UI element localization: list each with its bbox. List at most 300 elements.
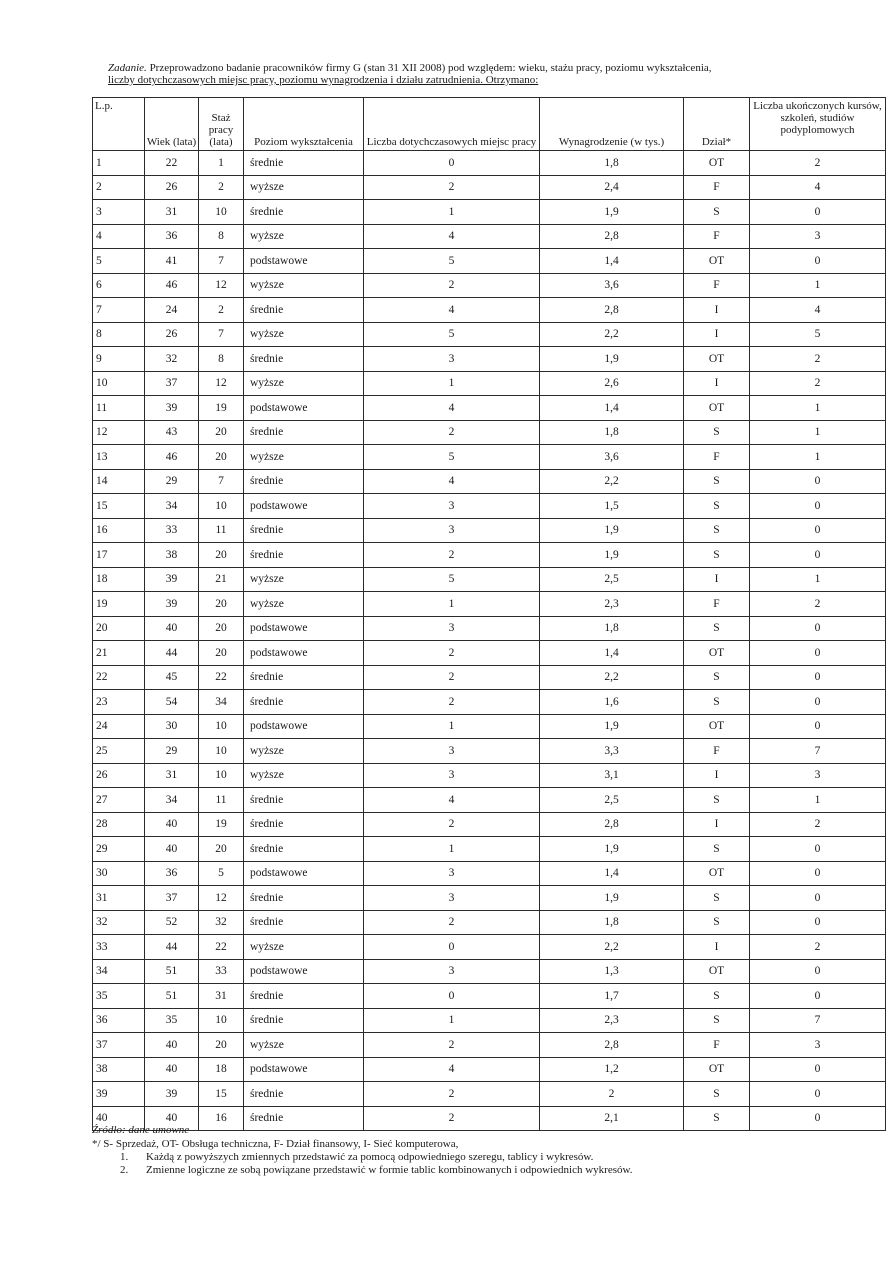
cell-courses: 1 <box>750 445 886 470</box>
cell-education: średnie <box>244 200 364 225</box>
table-row <box>93 175 886 200</box>
cell-department: F <box>684 445 750 470</box>
cell-age: 43 <box>145 420 199 445</box>
cell-salary: 2,6 <box>540 371 684 396</box>
cell-salary: 1,4 <box>540 861 684 886</box>
cell-age: 39 <box>145 396 199 421</box>
cell-salary: 2,3 <box>540 1008 684 1033</box>
table-row <box>93 984 886 1009</box>
cell-previous-jobs: 3 <box>364 959 540 984</box>
cell-previous-jobs: 2 <box>364 1106 540 1131</box>
intro-lead: Zadanie. <box>108 62 147 74</box>
cell-age: 36 <box>145 861 199 886</box>
cell-age: 44 <box>145 641 199 666</box>
cell-education: średnie <box>244 984 364 1009</box>
cell-salary: 1,4 <box>540 249 684 274</box>
cell-department: OT <box>684 151 750 176</box>
header-age: Wiek (lata) <box>145 98 199 151</box>
cell-salary: 2,3 <box>540 592 684 617</box>
table-row <box>93 763 886 788</box>
cell-seniority: 18 <box>199 1057 244 1082</box>
cell-seniority: 21 <box>199 567 244 592</box>
cell-lp: 39 <box>93 1082 145 1107</box>
cell-salary: 1,2 <box>540 1057 684 1082</box>
cell-previous-jobs: 2 <box>364 812 540 837</box>
table-row <box>93 1057 886 1082</box>
cell-education: wyższe <box>244 224 364 249</box>
department-footnote: */ S- Sprzedaż, OT- Obsługa techniczna, F- Dział finansowy, I- Sieć komputerowa, <box>92 1138 459 1150</box>
cell-previous-jobs: 4 <box>364 1057 540 1082</box>
cell-department: F <box>684 1033 750 1058</box>
header-seniority: Staż pracy (lata) <box>199 98 244 151</box>
source-note: Źródło: dane umowne <box>92 1124 190 1136</box>
cell-previous-jobs: 3 <box>364 518 540 543</box>
cell-department: S <box>684 665 750 690</box>
table-row <box>93 665 886 690</box>
cell-lp: 19 <box>93 592 145 617</box>
cell-previous-jobs: 4 <box>364 298 540 323</box>
cell-previous-jobs: 0 <box>364 935 540 960</box>
cell-age: 24 <box>145 298 199 323</box>
cell-lp: 4 <box>93 224 145 249</box>
table-row <box>93 224 886 249</box>
cell-education: wyższe <box>244 273 364 298</box>
cell-education: wyższe <box>244 739 364 764</box>
cell-courses: 1 <box>750 420 886 445</box>
cell-department: I <box>684 812 750 837</box>
cell-age: 45 <box>145 665 199 690</box>
cell-department: F <box>684 224 750 249</box>
cell-seniority: 20 <box>199 641 244 666</box>
task-item-1 <box>92 1151 872 1164</box>
cell-courses: 1 <box>750 396 886 421</box>
cell-previous-jobs: 1 <box>364 714 540 739</box>
cell-seniority: 8 <box>199 347 244 372</box>
header-department: Dział* <box>684 98 750 151</box>
cell-department: S <box>684 518 750 543</box>
cell-courses: 0 <box>750 641 886 666</box>
cell-education: średnie <box>244 788 364 813</box>
cell-department: I <box>684 298 750 323</box>
cell-courses: 0 <box>750 665 886 690</box>
cell-department: S <box>684 420 750 445</box>
cell-courses: 0 <box>750 837 886 862</box>
table-row <box>93 396 886 421</box>
table-row <box>93 788 886 813</box>
cell-seniority: 1 <box>199 151 244 176</box>
cell-seniority: 7 <box>199 249 244 274</box>
cell-lp: 30 <box>93 861 145 886</box>
cell-courses: 7 <box>750 1008 886 1033</box>
cell-courses: 0 <box>750 861 886 886</box>
cell-department: S <box>684 1008 750 1033</box>
cell-previous-jobs: 2 <box>364 273 540 298</box>
cell-salary: 1,7 <box>540 984 684 1009</box>
header-lp: L.p. <box>93 98 145 151</box>
table-row <box>93 273 886 298</box>
cell-previous-jobs: 3 <box>364 763 540 788</box>
cell-seniority: 19 <box>199 812 244 837</box>
cell-salary: 1,9 <box>540 347 684 372</box>
table-body <box>93 151 886 1131</box>
cell-department: OT <box>684 714 750 739</box>
cell-department: I <box>684 567 750 592</box>
cell-previous-jobs: 1 <box>364 1008 540 1033</box>
cell-age: 37 <box>145 886 199 911</box>
cell-education: średnie <box>244 1106 364 1131</box>
cell-education: podstawowe <box>244 249 364 274</box>
cell-seniority: 2 <box>199 175 244 200</box>
cell-education: średnie <box>244 690 364 715</box>
cell-salary: 3,3 <box>540 739 684 764</box>
cell-seniority: 20 <box>199 420 244 445</box>
cell-salary: 1,8 <box>540 910 684 935</box>
cell-courses: 0 <box>750 494 886 519</box>
table-row <box>93 616 886 641</box>
cell-department: S <box>684 1082 750 1107</box>
cell-courses: 2 <box>750 592 886 617</box>
cell-lp: 37 <box>93 1033 145 1058</box>
intro-line-1 <box>108 62 868 74</box>
notes <box>92 1138 872 1177</box>
cell-department: I <box>684 935 750 960</box>
cell-department: F <box>684 592 750 617</box>
cell-seniority: 12 <box>199 371 244 396</box>
cell-seniority: 15 <box>199 1082 244 1107</box>
cell-lp: 31 <box>93 886 145 911</box>
cell-courses: 2 <box>750 371 886 396</box>
task-number: 2. <box>120 1164 129 1176</box>
cell-previous-jobs: 5 <box>364 445 540 470</box>
cell-salary: 1,6 <box>540 690 684 715</box>
cell-education: średnie <box>244 469 364 494</box>
cell-seniority: 34 <box>199 690 244 715</box>
cell-seniority: 16 <box>199 1106 244 1131</box>
cell-age: 54 <box>145 690 199 715</box>
cell-lp: 8 <box>93 322 145 347</box>
cell-age: 40 <box>145 1033 199 1058</box>
table-row <box>93 518 886 543</box>
cell-age: 40 <box>145 1057 199 1082</box>
cell-department: OT <box>684 347 750 372</box>
cell-previous-jobs: 2 <box>364 1082 540 1107</box>
cell-lp: 7 <box>93 298 145 323</box>
cell-education: średnie <box>244 1008 364 1033</box>
cell-courses: 4 <box>750 298 886 323</box>
cell-salary: 1,9 <box>540 714 684 739</box>
table-row <box>93 959 886 984</box>
cell-salary: 3,1 <box>540 763 684 788</box>
cell-age: 38 <box>145 543 199 568</box>
cell-previous-jobs: 4 <box>364 396 540 421</box>
cell-lp: 22 <box>93 665 145 690</box>
cell-age: 41 <box>145 249 199 274</box>
cell-age: 34 <box>145 494 199 519</box>
cell-seniority: 2 <box>199 298 244 323</box>
cell-age: 39 <box>145 1082 199 1107</box>
cell-courses: 0 <box>750 1082 886 1107</box>
cell-courses: 1 <box>750 273 886 298</box>
cell-salary: 2,2 <box>540 665 684 690</box>
cell-lp: 38 <box>93 1057 145 1082</box>
cell-department: F <box>684 739 750 764</box>
cell-department: F <box>684 273 750 298</box>
cell-department: S <box>684 886 750 911</box>
cell-previous-jobs: 0 <box>364 151 540 176</box>
cell-age: 30 <box>145 714 199 739</box>
cell-salary: 2,8 <box>540 298 684 323</box>
cell-age: 36 <box>145 224 199 249</box>
cell-courses: 0 <box>750 959 886 984</box>
cell-education: podstawowe <box>244 1057 364 1082</box>
cell-department: S <box>684 910 750 935</box>
cell-courses: 0 <box>750 1057 886 1082</box>
cell-lp: 11 <box>93 396 145 421</box>
cell-education: podstawowe <box>244 714 364 739</box>
cell-salary: 2,4 <box>540 175 684 200</box>
cell-lp: 1 <box>93 151 145 176</box>
cell-lp: 14 <box>93 469 145 494</box>
table-row <box>93 1106 886 1131</box>
cell-education: podstawowe <box>244 641 364 666</box>
cell-courses: 0 <box>750 616 886 641</box>
task-text: Każdą z powyższych zmiennych przedstawić za pomocą odpowiedniego szeregu, tablicy i wykresów. <box>146 1151 594 1163</box>
header-education: Poziom wykształcenia <box>244 98 364 151</box>
table-row <box>93 714 886 739</box>
cell-previous-jobs: 2 <box>364 175 540 200</box>
cell-department: S <box>684 543 750 568</box>
cell-education: średnie <box>244 151 364 176</box>
cell-salary: 1,5 <box>540 494 684 519</box>
cell-courses: 2 <box>750 812 886 837</box>
cell-previous-jobs: 5 <box>364 567 540 592</box>
cell-salary: 1,8 <box>540 151 684 176</box>
cell-lp: 6 <box>93 273 145 298</box>
table-row <box>93 1082 886 1107</box>
cell-courses: 0 <box>750 1106 886 1131</box>
cell-education: wyższe <box>244 445 364 470</box>
cell-education: podstawowe <box>244 494 364 519</box>
cell-lp: 29 <box>93 837 145 862</box>
cell-department: S <box>684 984 750 1009</box>
table-header-row <box>93 98 886 151</box>
cell-department: OT <box>684 959 750 984</box>
table-row <box>93 347 886 372</box>
cell-lp: 36 <box>93 1008 145 1033</box>
cell-education: średnie <box>244 886 364 911</box>
cell-education: średnie <box>244 812 364 837</box>
table-row <box>93 837 886 862</box>
cell-courses: 0 <box>750 886 886 911</box>
cell-department: I <box>684 763 750 788</box>
cell-salary: 1,9 <box>540 837 684 862</box>
table-row <box>93 641 886 666</box>
table-row <box>93 298 886 323</box>
cell-seniority: 5 <box>199 861 244 886</box>
cell-department: S <box>684 469 750 494</box>
cell-seniority: 20 <box>199 543 244 568</box>
cell-seniority: 12 <box>199 273 244 298</box>
cell-seniority: 33 <box>199 959 244 984</box>
cell-lp: 21 <box>93 641 145 666</box>
cell-age: 33 <box>145 518 199 543</box>
cell-education: średnie <box>244 298 364 323</box>
cell-age: 51 <box>145 959 199 984</box>
table-row <box>93 249 886 274</box>
cell-salary: 1,9 <box>540 543 684 568</box>
cell-seniority: 10 <box>199 200 244 225</box>
table-row <box>93 322 886 347</box>
cell-department: OT <box>684 249 750 274</box>
cell-salary: 2,2 <box>540 469 684 494</box>
table-row <box>93 935 886 960</box>
cell-salary: 1,9 <box>540 886 684 911</box>
cell-education: średnie <box>244 837 364 862</box>
cell-age: 40 <box>145 812 199 837</box>
table-row <box>93 812 886 837</box>
cell-previous-jobs: 4 <box>364 224 540 249</box>
cell-salary: 2,5 <box>540 567 684 592</box>
cell-salary: 2,2 <box>540 322 684 347</box>
cell-lp: 10 <box>93 371 145 396</box>
cell-courses: 0 <box>750 543 886 568</box>
cell-lp: 34 <box>93 959 145 984</box>
cell-department: S <box>684 616 750 641</box>
cell-salary: 2,2 <box>540 935 684 960</box>
cell-age: 51 <box>145 984 199 1009</box>
cell-lp: 9 <box>93 347 145 372</box>
cell-age: 40 <box>145 616 199 641</box>
employee-table <box>92 97 886 1131</box>
cell-age: 46 <box>145 273 199 298</box>
cell-age: 52 <box>145 910 199 935</box>
cell-lp: 12 <box>93 420 145 445</box>
cell-seniority: 20 <box>199 1033 244 1058</box>
cell-seniority: 20 <box>199 445 244 470</box>
cell-department: I <box>684 371 750 396</box>
cell-age: 40 <box>145 837 199 862</box>
table-row <box>93 1008 886 1033</box>
cell-courses: 2 <box>750 935 886 960</box>
cell-salary: 2,8 <box>540 812 684 837</box>
cell-education: wyższe <box>244 371 364 396</box>
cell-age: 22 <box>145 151 199 176</box>
cell-lp: 23 <box>93 690 145 715</box>
task-item-2 <box>92 1164 872 1177</box>
cell-salary: 1,3 <box>540 959 684 984</box>
cell-previous-jobs: 3 <box>364 861 540 886</box>
cell-seniority: 8 <box>199 224 244 249</box>
cell-salary: 1,8 <box>540 616 684 641</box>
cell-department: I <box>684 322 750 347</box>
cell-previous-jobs: 3 <box>364 886 540 911</box>
cell-department: F <box>684 175 750 200</box>
cell-seniority: 20 <box>199 592 244 617</box>
table-row <box>93 739 886 764</box>
cell-education: średnie <box>244 347 364 372</box>
cell-age: 39 <box>145 592 199 617</box>
cell-education: wyższe <box>244 567 364 592</box>
cell-seniority: 11 <box>199 518 244 543</box>
cell-seniority: 19 <box>199 396 244 421</box>
cell-age: 31 <box>145 200 199 225</box>
cell-lp: 18 <box>93 567 145 592</box>
table-row <box>93 494 886 519</box>
cell-previous-jobs: 1 <box>364 592 540 617</box>
cell-education: wyższe <box>244 322 364 347</box>
cell-previous-jobs: 2 <box>364 690 540 715</box>
cell-education: średnie <box>244 665 364 690</box>
cell-lp: 20 <box>93 616 145 641</box>
cell-courses: 0 <box>750 984 886 1009</box>
cell-courses: 0 <box>750 518 886 543</box>
cell-courses: 7 <box>750 739 886 764</box>
cell-salary: 2,8 <box>540 1033 684 1058</box>
cell-education: wyższe <box>244 592 364 617</box>
cell-lp: 25 <box>93 739 145 764</box>
cell-education: średnie <box>244 543 364 568</box>
cell-seniority: 11 <box>199 788 244 813</box>
header-courses: Liczba ukończonych kursów, szkoleń, studiów podyplomowych <box>750 98 886 151</box>
cell-lp: 40 <box>93 1106 145 1131</box>
table-row <box>93 420 886 445</box>
cell-age: 35 <box>145 1008 199 1033</box>
table-row <box>93 543 886 568</box>
table-row <box>93 861 886 886</box>
cell-seniority: 10 <box>199 763 244 788</box>
task-number: 1. <box>120 1151 129 1163</box>
cell-seniority: 22 <box>199 935 244 960</box>
cell-seniority: 32 <box>199 910 244 935</box>
cell-previous-jobs: 5 <box>364 249 540 274</box>
table-row <box>93 592 886 617</box>
cell-age: 31 <box>145 763 199 788</box>
cell-lp: 26 <box>93 763 145 788</box>
cell-age: 39 <box>145 567 199 592</box>
cell-age: 44 <box>145 935 199 960</box>
cell-courses: 3 <box>750 763 886 788</box>
cell-lp: 24 <box>93 714 145 739</box>
cell-seniority: 22 <box>199 665 244 690</box>
cell-age: 29 <box>145 739 199 764</box>
cell-age: 26 <box>145 175 199 200</box>
cell-salary: 1,9 <box>540 518 684 543</box>
cell-department: S <box>684 1106 750 1131</box>
cell-education: wyższe <box>244 935 364 960</box>
task-text: Zmienne logiczne ze sobą powiązane przedstawić w formie tablic kombinowanych i odpowiednich wykresów. <box>146 1164 633 1176</box>
header-salary: Wynagrodzenie (w tys.) <box>540 98 684 151</box>
table-row <box>93 910 886 935</box>
cell-courses: 0 <box>750 200 886 225</box>
cell-courses: 0 <box>750 910 886 935</box>
cell-previous-jobs: 4 <box>364 788 540 813</box>
cell-seniority: 10 <box>199 714 244 739</box>
cell-salary: 2,1 <box>540 1106 684 1131</box>
cell-education: średnie <box>244 910 364 935</box>
cell-lp: 32 <box>93 910 145 935</box>
cell-courses: 2 <box>750 347 886 372</box>
cell-previous-jobs: 3 <box>364 347 540 372</box>
cell-age: 26 <box>145 322 199 347</box>
cell-courses: 1 <box>750 788 886 813</box>
cell-department: OT <box>684 1057 750 1082</box>
cell-age: 32 <box>145 347 199 372</box>
cell-lp: 2 <box>93 175 145 200</box>
cell-department: S <box>684 788 750 813</box>
cell-salary: 1,8 <box>540 420 684 445</box>
cell-courses: 3 <box>750 224 886 249</box>
cell-courses: 1 <box>750 567 886 592</box>
